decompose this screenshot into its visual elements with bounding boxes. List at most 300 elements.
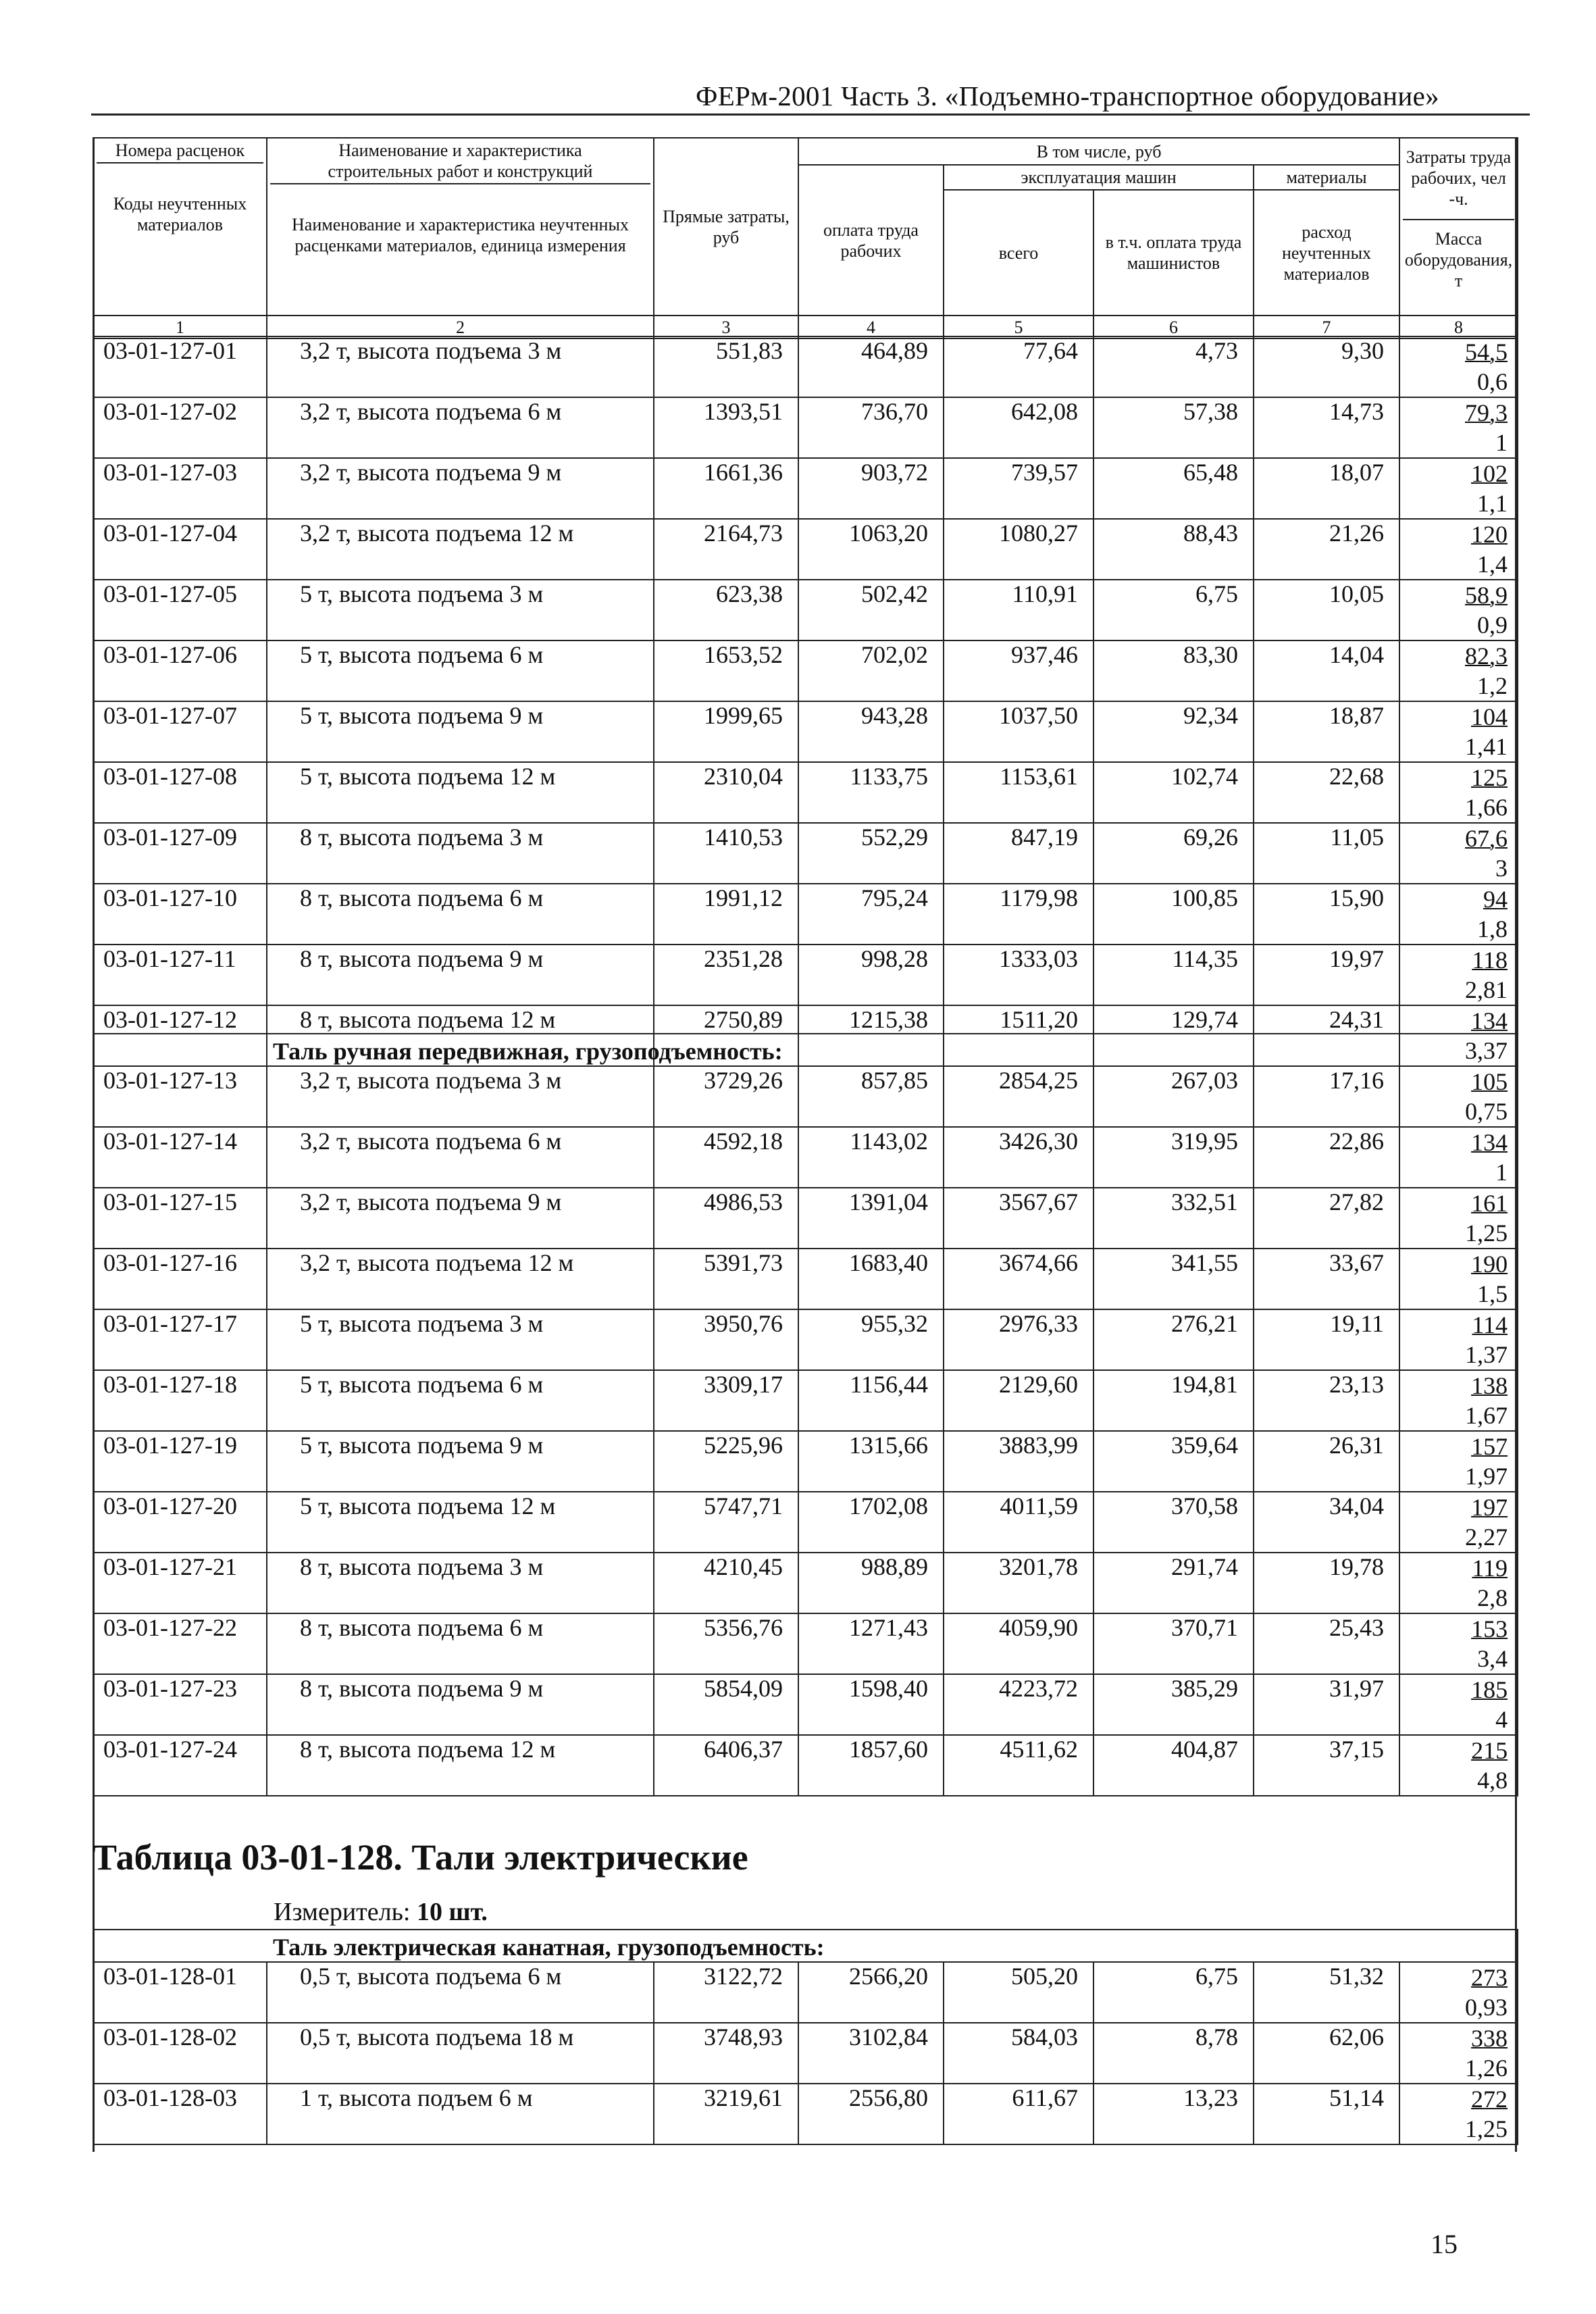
section-title: Таль ручная передвижная, грузоподъемность: <box>93 1034 1518 1066</box>
col-number: 3 <box>654 316 798 338</box>
work-name: 5 т, высота подъема 9 м <box>267 1431 654 1492</box>
labor-hours: 120 <box>1471 521 1508 548</box>
table-row <box>93 2023 1518 2084</box>
table-row <box>93 1553 1518 1613</box>
equipment-mass: 1,25 <box>1465 1219 1508 1247</box>
header-labor-mass <box>1399 138 1518 316</box>
labor-hours: 67,6 <box>1465 825 1508 852</box>
meter <box>274 1897 488 1927</box>
equipment-mass: 1,66 <box>1465 794 1508 821</box>
labor-mass-cell <box>1399 1188 1518 1249</box>
machines-total: 1153,61 <box>944 762 1093 823</box>
header-names <box>267 138 654 316</box>
machinist-pay: 404,87 <box>1093 1735 1254 1796</box>
work-name: 8 т, высота подъема 12 м <box>267 1005 654 1066</box>
materials: 62,06 <box>1254 2023 1399 2084</box>
direct-costs: 1653,52 <box>654 640 798 701</box>
direct-costs: 2750,89 <box>654 1005 798 1066</box>
col-number: 6 <box>1093 316 1254 338</box>
direct-costs: 1410,53 <box>654 823 798 884</box>
materials: 14,04 <box>1254 640 1399 701</box>
materials: 34,04 <box>1254 1492 1399 1553</box>
machinist-pay: 385,29 <box>1093 1674 1254 1735</box>
machines-total: 3201,78 <box>944 1553 1093 1613</box>
equipment-mass: 1,2 <box>1477 672 1508 699</box>
labor-hours: 54,5 <box>1465 338 1508 366</box>
work-name: 3,2 т, высота подъема 12 м <box>267 1249 654 1309</box>
equipment-mass: 3,37 <box>1465 1037 1508 1064</box>
direct-costs: 3309,17 <box>654 1370 798 1431</box>
rate-code: 03-01-127-12 <box>93 1005 267 1066</box>
header-equipment-mass: Масса оборудования, т <box>1404 229 1513 291</box>
direct-costs: 5356,76 <box>654 1613 798 1674</box>
machines-total: 77,64 <box>944 336 1093 397</box>
header-work-names: Наименование и характеристика строительных работ и конструкций <box>270 140 650 184</box>
work-name: 3,2 т, высота подъема 6 м <box>267 397 654 458</box>
machines-total: 4511,62 <box>944 1735 1093 1796</box>
equipment-mass: 1,67 <box>1465 1402 1508 1429</box>
labor-mass-cell <box>1399 762 1518 823</box>
labor-mass-cell <box>1399 397 1518 458</box>
labor-hours: 153 <box>1471 1615 1508 1642</box>
equipment-mass: 1,8 <box>1477 915 1508 942</box>
header-rate-numbers: Номера расценок <box>97 140 263 164</box>
direct-costs: 4986,53 <box>654 1188 798 1249</box>
direct-costs: 3950,76 <box>654 1309 798 1370</box>
equipment-mass: 1,1 <box>1477 490 1508 517</box>
equipment-mass: 3 <box>1495 855 1508 882</box>
work-name: 3,2 т, высота подъема 9 м <box>267 1188 654 1249</box>
direct-costs: 3122,72 <box>654 1962 798 2023</box>
rate-code: 03-01-127-16 <box>93 1249 267 1309</box>
rates-table-b <box>93 1033 1518 1796</box>
header-labor-pay: оплата труда рабочих <box>798 165 944 316</box>
labor-mass-cell <box>1399 1553 1518 1613</box>
materials: 51,14 <box>1254 2084 1399 2144</box>
machinist-pay: 341,55 <box>1093 1249 1254 1309</box>
direct-costs: 1991,12 <box>654 884 798 945</box>
header-direct-costs: Прямые затраты, руб <box>654 138 798 316</box>
machinist-pay: 69,26 <box>1093 823 1254 884</box>
work-name: 5 т, высота подъема 9 м <box>267 701 654 762</box>
labor-pay: 943,28 <box>798 701 944 762</box>
labor-hours: 185 <box>1471 1676 1508 1703</box>
rate-code: 03-01-127-17 <box>93 1309 267 1370</box>
machines-total: 4011,59 <box>944 1492 1093 1553</box>
machines-total: 3674,66 <box>944 1249 1093 1309</box>
labor-mass-cell <box>1399 945 1518 1005</box>
materials: 17,16 <box>1254 1066 1399 1127</box>
labor-hours: 102 <box>1471 460 1508 487</box>
equipment-mass: 1,26 <box>1465 2055 1508 2082</box>
labor-hours: 134 <box>1471 1007 1508 1034</box>
machinist-pay: 88,43 <box>1093 519 1254 580</box>
labor-mass-cell <box>1399 458 1518 519</box>
rate-code: 03-01-127-02 <box>93 397 267 458</box>
materials: 22,86 <box>1254 1127 1399 1188</box>
equipment-mass: 1 <box>1495 429 1508 456</box>
direct-costs: 5747,71 <box>654 1492 798 1553</box>
work-name: 3,2 т, высота подъема 6 м <box>267 1127 654 1188</box>
labor-pay: 988,89 <box>798 1553 944 1613</box>
direct-costs: 2164,73 <box>654 519 798 580</box>
header-machines-total: всего <box>944 190 1093 316</box>
rate-code: 03-01-127-06 <box>93 640 267 701</box>
rate-code: 03-01-127-22 <box>93 1613 267 1674</box>
work-name: 8 т, высота подъема 3 м <box>267 823 654 884</box>
labor-pay: 1271,43 <box>798 1613 944 1674</box>
materials: 27,82 <box>1254 1188 1399 1249</box>
labor-hours: 161 <box>1471 1190 1508 1217</box>
labor-hours: 138 <box>1471 1372 1508 1399</box>
table-row <box>93 1127 1518 1188</box>
table-row <box>93 336 1518 397</box>
equipment-mass: 1,41 <box>1465 733 1508 760</box>
labor-pay: 955,32 <box>798 1309 944 1370</box>
labor-pay: 3102,84 <box>798 2023 944 2084</box>
rate-code: 03-01-127-03 <box>93 458 267 519</box>
machinist-pay: 114,35 <box>1093 945 1254 1005</box>
direct-costs: 3748,93 <box>654 2023 798 2084</box>
table-row <box>93 1674 1518 1735</box>
labor-mass-cell <box>1399 1370 1518 1431</box>
machinist-pay: 370,71 <box>1093 1613 1254 1674</box>
col-number: 7 <box>1254 316 1399 338</box>
work-name: 5 т, высота подъема 3 м <box>267 580 654 640</box>
labor-pay: 1315,66 <box>798 1431 944 1492</box>
equipment-mass: 4,8 <box>1477 1767 1508 1794</box>
table-row <box>93 580 1518 640</box>
table-row <box>93 1370 1518 1431</box>
col-number: 2 <box>267 316 654 338</box>
machinist-pay: 83,30 <box>1093 640 1254 701</box>
machines-total: 847,19 <box>944 823 1093 884</box>
labor-hours: 190 <box>1471 1251 1508 1278</box>
machines-total: 3883,99 <box>944 1431 1093 1492</box>
work-name: 5 т, высота подъема 3 м <box>267 1309 654 1370</box>
direct-costs: 623,38 <box>654 580 798 640</box>
labor-mass-cell <box>1399 1492 1518 1553</box>
table-row <box>93 1249 1518 1309</box>
materials: 14,73 <box>1254 397 1399 458</box>
machines-total: 1037,50 <box>944 701 1093 762</box>
header-machinist-pay: в т.ч. оплата труда машинистов <box>1093 190 1254 316</box>
materials: 22,68 <box>1254 762 1399 823</box>
rate-code: 03-01-127-23 <box>93 1674 267 1735</box>
machines-total: 584,03 <box>944 2023 1093 2084</box>
labor-mass-cell <box>1399 1127 1518 1188</box>
machines-total: 1333,03 <box>944 945 1093 1005</box>
labor-pay: 1598,40 <box>798 1674 944 1735</box>
materials: 15,90 <box>1254 884 1399 945</box>
col-number: 8 <box>1399 316 1518 338</box>
materials: 19,78 <box>1254 1553 1399 1613</box>
table-row <box>93 458 1518 519</box>
direct-costs: 6406,37 <box>654 1735 798 1796</box>
machinist-pay: 4,73 <box>1093 336 1254 397</box>
machines-total: 2854,25 <box>944 1066 1093 1127</box>
machines-total: 2976,33 <box>944 1309 1093 1370</box>
direct-costs: 5391,73 <box>654 1249 798 1309</box>
table-row <box>93 1188 1518 1249</box>
equipment-mass: 1,97 <box>1465 1463 1508 1490</box>
machinist-pay: 332,51 <box>1093 1188 1254 1249</box>
work-name: 5 т, высота подъема 12 м <box>267 762 654 823</box>
machinist-pay: 8,78 <box>1093 2023 1254 2084</box>
materials: 51,32 <box>1254 1962 1399 2023</box>
equipment-mass: 2,8 <box>1477 1584 1508 1611</box>
equipment-mass: 1,37 <box>1465 1341 1508 1368</box>
machines-total: 3567,67 <box>944 1188 1093 1249</box>
machines-total: 1179,98 <box>944 884 1093 945</box>
rate-code: 03-01-127-20 <box>93 1492 267 1553</box>
labor-pay: 552,29 <box>798 823 944 884</box>
direct-costs: 1393,51 <box>654 397 798 458</box>
table-row <box>93 762 1518 823</box>
labor-pay: 998,28 <box>798 945 944 1005</box>
machinist-pay: 13,23 <box>1093 2084 1254 2144</box>
materials: 19,11 <box>1254 1309 1399 1370</box>
equipment-mass: 0,75 <box>1465 1098 1508 1125</box>
header-rule <box>91 114 1530 116</box>
labor-pay: 2566,20 <box>798 1962 944 2023</box>
work-name: 8 т, высота подъема 3 м <box>267 1553 654 1613</box>
table-row <box>93 1309 1518 1370</box>
labor-mass-cell <box>1399 884 1518 945</box>
rate-code: 03-01-127-24 <box>93 1735 267 1796</box>
work-name: 5 т, высота подъема 6 м <box>267 640 654 701</box>
header-machines: эксплуатация машин <box>944 165 1254 190</box>
equipment-mass: 4 <box>1495 1706 1508 1733</box>
page-number: 15 <box>1431 2229 1458 2259</box>
machinist-pay: 129,74 <box>1093 1005 1254 1066</box>
work-name: 8 т, высота подъема 6 м <box>267 884 654 945</box>
labor-hours: 105 <box>1471 1068 1508 1095</box>
table-row <box>93 397 1518 458</box>
direct-costs: 4592,18 <box>654 1127 798 1188</box>
equipment-mass: 1,4 <box>1477 551 1508 578</box>
table-row <box>93 1735 1518 1796</box>
labor-hours: 215 <box>1471 1737 1508 1764</box>
materials: 19,97 <box>1254 945 1399 1005</box>
machinist-pay: 6,75 <box>1093 1962 1254 2023</box>
labor-pay: 1215,38 <box>798 1005 944 1066</box>
machinist-pay: 319,95 <box>1093 1127 1254 1188</box>
col-number: 4 <box>798 316 944 338</box>
labor-pay: 702,02 <box>798 640 944 701</box>
rate-code: 03-01-127-21 <box>93 1553 267 1613</box>
labor-hours: 157 <box>1471 1433 1508 1460</box>
meter-value: 10 шт. <box>417 1898 488 1926</box>
rate-code: 03-01-128-02 <box>93 2023 267 2084</box>
rate-code: 03-01-127-15 <box>93 1188 267 1249</box>
rate-code: 03-01-127-10 <box>93 884 267 945</box>
labor-mass-cell <box>1399 2023 1518 2084</box>
work-name: 3,2 т, высота подъема 9 м <box>267 458 654 519</box>
labor-pay: 1063,20 <box>798 519 944 580</box>
materials: 11,05 <box>1254 823 1399 884</box>
equipment-mass: 2,81 <box>1465 976 1508 1003</box>
materials: 33,67 <box>1254 1249 1399 1309</box>
labor-hours: 338 <box>1471 2025 1508 2052</box>
work-name: 0,5 т, высота подъема 18 м <box>267 2023 654 2084</box>
machines-total: 1511,20 <box>944 1005 1093 1066</box>
rate-code: 03-01-127-01 <box>93 336 267 397</box>
equipment-mass: 0,9 <box>1477 611 1508 638</box>
machinist-pay: 291,74 <box>1093 1553 1254 1613</box>
table-row <box>93 519 1518 580</box>
machines-total: 739,57 <box>944 458 1093 519</box>
labor-hours: 114 <box>1472 1311 1508 1338</box>
materials: 26,31 <box>1254 1431 1399 1492</box>
table-row <box>93 640 1518 701</box>
table-row <box>93 1431 1518 1492</box>
labor-mass-cell <box>1399 1066 1518 1127</box>
labor-hours: 118 <box>1472 947 1508 974</box>
rate-code: 03-01-127-04 <box>93 519 267 580</box>
machinist-pay: 92,34 <box>1093 701 1254 762</box>
materials: 9,30 <box>1254 336 1399 397</box>
table-row <box>93 823 1518 884</box>
labor-mass-cell <box>1399 580 1518 640</box>
work-name: 3,2 т, высота подъема 3 м <box>267 1066 654 1127</box>
work-name: 0,5 т, высота подъема 6 м <box>267 1962 654 2023</box>
machines-total: 110,91 <box>944 580 1093 640</box>
labor-pay: 502,42 <box>798 580 944 640</box>
materials: 25,43 <box>1254 1613 1399 1674</box>
labor-mass-cell <box>1399 701 1518 762</box>
work-name: 3,2 т, высота подъема 12 м <box>267 519 654 580</box>
labor-pay: 2556,80 <box>798 2084 944 2144</box>
machinist-pay: 359,64 <box>1093 1431 1254 1492</box>
machinist-pay: 194,81 <box>1093 1370 1254 1431</box>
labor-mass-cell <box>1399 823 1518 884</box>
machinist-pay: 276,21 <box>1093 1309 1254 1370</box>
header-material-codes: Коды неучтенных материалов <box>113 194 247 234</box>
table-row <box>93 701 1518 762</box>
machines-total: 4223,72 <box>944 1674 1093 1735</box>
rate-code: 03-01-127-05 <box>93 580 267 640</box>
equipment-mass: 1 <box>1495 1159 1508 1186</box>
labor-hours: 272 <box>1471 2086 1508 2113</box>
labor-mass-cell <box>1399 1309 1518 1370</box>
machinist-pay: 102,74 <box>1093 762 1254 823</box>
rate-code: 03-01-127-13 <box>93 1066 267 1127</box>
equipment-mass: 0,6 <box>1477 368 1508 395</box>
labor-mass-cell <box>1399 1613 1518 1674</box>
work-name: 5 т, высота подъема 6 м <box>267 1370 654 1431</box>
labor-mass-cell <box>1399 336 1518 397</box>
labor-pay: 736,70 <box>798 397 944 458</box>
labor-mass-cell <box>1399 1962 1518 2023</box>
labor-hours: 134 <box>1471 1129 1508 1156</box>
labor-hours: 119 <box>1472 1555 1508 1582</box>
header-unaccounted-materials: расход неучтенных материалов <box>1254 190 1399 316</box>
labor-pay: 1133,75 <box>798 762 944 823</box>
materials: 23,13 <box>1254 1370 1399 1431</box>
labor-mass-cell <box>1399 1249 1518 1309</box>
equipment-mass: 1,5 <box>1477 1280 1508 1307</box>
work-name: 8 т, высота подъема 9 м <box>267 945 654 1005</box>
machinist-pay: 57,38 <box>1093 397 1254 458</box>
work-name: 3,2 т, высота подъема 3 м <box>267 336 654 397</box>
labor-pay: 1857,60 <box>798 1735 944 1796</box>
direct-costs: 551,83 <box>654 336 798 397</box>
labor-hours: 104 <box>1471 703 1508 730</box>
labor-pay: 1683,40 <box>798 1249 944 1309</box>
direct-costs: 3729,26 <box>654 1066 798 1127</box>
labor-pay: 903,72 <box>798 458 944 519</box>
rate-code: 03-01-127-09 <box>93 823 267 884</box>
machinist-pay: 100,85 <box>1093 884 1254 945</box>
rate-code: 03-01-127-08 <box>93 762 267 823</box>
table-title: Таблица 03-01-128. Тали электрические <box>93 1837 748 1878</box>
labor-mass-cell <box>1399 640 1518 701</box>
materials: 21,26 <box>1254 519 1399 580</box>
rate-code: 03-01-127-14 <box>93 1127 267 1188</box>
machinist-pay: 370,58 <box>1093 1492 1254 1553</box>
labor-mass-cell <box>1399 1674 1518 1735</box>
work-name: 5 т, высота подъема 12 м <box>267 1492 654 1553</box>
equipment-mass: 1,25 <box>1465 2115 1508 2142</box>
work-name: 1 т, высота подъем 6 м <box>267 2084 654 2144</box>
direct-costs: 4210,45 <box>654 1553 798 1613</box>
table-row <box>93 1962 1518 2023</box>
labor-pay: 795,24 <box>798 884 944 945</box>
direct-costs: 1999,65 <box>654 701 798 762</box>
work-name: 8 т, высота подъема 12 м <box>267 1735 654 1796</box>
labor-mass-cell <box>1399 1431 1518 1492</box>
work-name: 8 т, высота подъема 9 м <box>267 1674 654 1735</box>
col-number: 5 <box>944 316 1093 338</box>
labor-mass-cell <box>1399 519 1518 580</box>
labor-mass-cell <box>1399 2084 1518 2144</box>
section-title: Таль электрическая канатная, грузоподъемность: <box>93 1930 1518 1962</box>
machines-total: 3426,30 <box>944 1127 1093 1188</box>
machines-total: 611,67 <box>944 2084 1093 2144</box>
header-group: В том числе, руб <box>798 138 1399 165</box>
labor-pay: 1156,44 <box>798 1370 944 1431</box>
rate-code: 03-01-128-01 <box>93 1962 267 2023</box>
equipment-mass: 0,93 <box>1465 1994 1508 2021</box>
rates-table-c <box>93 1929 1518 2145</box>
table-row <box>93 2084 1518 2144</box>
materials: 31,97 <box>1254 1674 1399 1735</box>
labor-pay: 1143,02 <box>798 1127 944 1188</box>
materials: 18,07 <box>1254 458 1399 519</box>
rate-code: 03-01-128-03 <box>93 2084 267 2144</box>
machines-total: 1080,27 <box>944 519 1093 580</box>
col-number: 1 <box>93 316 267 338</box>
labor-hours: 58,9 <box>1465 582 1508 609</box>
labor-hours: 79,3 <box>1465 399 1508 426</box>
labor-pay: 857,85 <box>798 1066 944 1127</box>
direct-costs: 2310,04 <box>654 762 798 823</box>
labor-hours: 94 <box>1483 886 1508 913</box>
labor-pay: 464,89 <box>798 336 944 397</box>
machines-total: 642,08 <box>944 397 1093 458</box>
rate-code: 03-01-127-11 <box>93 945 267 1005</box>
table-row <box>93 1613 1518 1674</box>
equipment-mass: 3,4 <box>1477 1645 1508 1672</box>
materials: 18,87 <box>1254 701 1399 762</box>
labor-hours: 197 <box>1471 1494 1508 1521</box>
materials: 37,15 <box>1254 1735 1399 1796</box>
direct-costs: 5854,09 <box>654 1674 798 1735</box>
labor-mass-cell <box>1399 1735 1518 1796</box>
machinist-pay: 267,03 <box>1093 1066 1254 1127</box>
rate-code: 03-01-127-07 <box>93 701 267 762</box>
